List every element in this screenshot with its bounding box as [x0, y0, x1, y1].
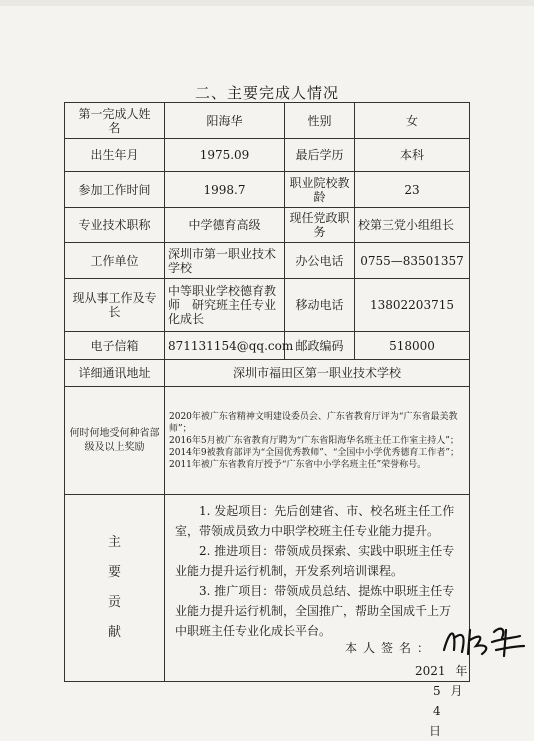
address-label: 详细通讯地址: [65, 360, 165, 387]
gender-label: 性别: [285, 103, 355, 139]
contribution-item: 1. 发起项目：先后创建省、市、校名班主任工作室，带领成员致力中职学校班主任专业能力提升。: [175, 504, 455, 538]
awards-list: [165, 387, 470, 495]
award-item: 2014年9被教育部评为“全国优秀教师”、“全国中小学优秀德育工作者”；: [169, 447, 460, 458]
party-value: 校第三党小组组长: [355, 208, 470, 243]
awards-label: 何时何地受何种省部级及以上奖励: [65, 387, 165, 495]
gender-value: 女: [355, 103, 470, 139]
postcode-value: 518000: [355, 332, 470, 360]
table-row: [65, 332, 470, 360]
scan-edge: [0, 0, 534, 6]
education-label: 最后学历: [285, 139, 355, 172]
table-row: [65, 243, 470, 279]
teaching-years-value: 23: [355, 172, 470, 208]
mobile-value: 13802203715: [355, 279, 470, 332]
table-row: [65, 279, 470, 332]
teaching-years-label: 职业院校教龄: [285, 172, 355, 208]
email-label: 电子信箱: [65, 332, 165, 360]
unit-label: 工作单位: [65, 243, 165, 279]
specialty-value: 中等职业学校德育教师 研究班主任专业化成长: [165, 279, 285, 332]
party-label: 现任党政职务: [285, 208, 355, 243]
office-phone-label: 办公电话: [285, 243, 355, 279]
unit-value: 深圳市第一职业技术学校: [165, 243, 285, 279]
birth-label: 出生年月: [65, 139, 165, 172]
address-value: 深圳市福田区第一职业技术学校: [165, 360, 470, 387]
name-value: 阳海华: [165, 103, 285, 139]
title-label: 专业技术职称: [65, 208, 165, 243]
award-item: 2016年5月被广东省教育厅聘为“广东省阳海华名班主任工作室主持人”；: [169, 435, 459, 446]
contribution-item: 3. 推广项目：带领成员总结、提炼中职班主任专业能力提升运行机制，全国推广，帮助全国成千上万中职班主任专业化成长平台。: [175, 584, 455, 638]
specialty-label: 现从事工作及专长: [65, 279, 165, 332]
work-start-label: 参加工作时间: [65, 172, 165, 208]
office-phone-value: 0755—83501357: [355, 243, 470, 279]
education-value: 本科: [355, 139, 470, 172]
table-row: [65, 103, 470, 139]
contribution-text: [165, 495, 470, 738]
signature-label: 本人签名：: [345, 641, 436, 655]
table-row: [65, 495, 470, 682]
name-label: 第一完成人姓 名: [65, 103, 165, 139]
table-row: [65, 208, 470, 243]
email-value: 871131154@qq.com: [165, 332, 285, 360]
mobile-label: 移动电话: [285, 279, 355, 332]
handwritten-signature: [440, 620, 530, 660]
contribution-label: 主 要 贡 献: [65, 495, 165, 682]
signature-date: 2021 年 5 月 4 日: [415, 664, 468, 738]
applicant-info-table: [64, 102, 470, 738]
table-row: [65, 172, 470, 208]
work-start-value: 1998.7: [165, 172, 285, 208]
award-item: 2020年被广东省精神文明建设委员会、广东省教育厅评为“广东省最美教师”；: [169, 411, 458, 434]
table-row: [65, 360, 470, 387]
table-row: [65, 139, 470, 172]
title-value: 中学德育高级: [165, 208, 285, 243]
section-title: 二、主要完成人情况: [194, 84, 339, 102]
award-item: 2011年被广东省教育厅授予“广东省中小学名班主任”荣誉称号。: [169, 459, 427, 470]
contribution-item: 2. 推进项目：带领成员探索、实践中职班主任专业能力提升运行机制，开发系列培训课程。: [175, 544, 455, 578]
table-row: [65, 387, 470, 495]
postcode-label: 邮政编码: [285, 332, 355, 360]
birth-value: 1975.09: [165, 139, 285, 172]
